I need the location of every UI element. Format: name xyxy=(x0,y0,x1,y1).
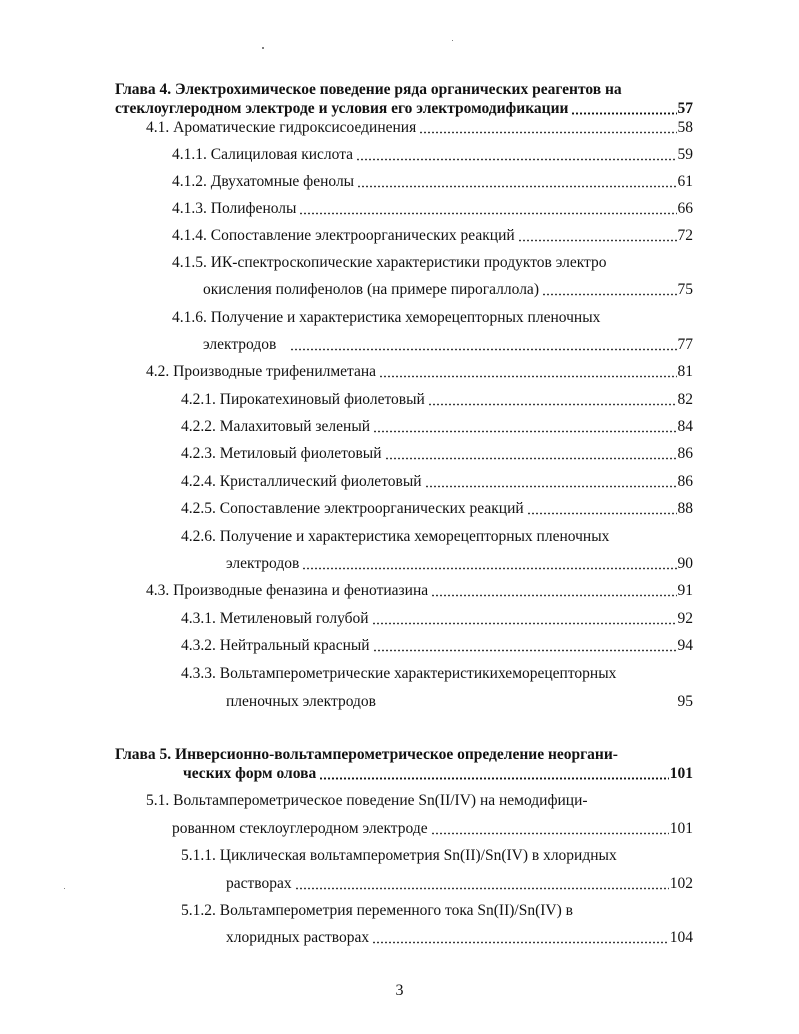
toc-section-4-1-5[interactable] xyxy=(203,276,693,300)
dot-leader xyxy=(379,375,676,378)
toc-section-4-2-3[interactable] xyxy=(181,440,693,464)
toc-entry-title: 4.2.3. Метиловый фиолетовый xyxy=(181,445,382,462)
dot-leader xyxy=(373,430,676,433)
dot-leader xyxy=(431,594,676,597)
toc-page-number: 86 xyxy=(677,445,693,462)
dot-leader xyxy=(385,457,677,460)
toc-entry-title: 4.1. Ароматические гидроксисоединения xyxy=(146,119,417,136)
toc-section-4-1[interactable] xyxy=(146,114,693,138)
toc-section-4-1-6-line1 xyxy=(172,304,693,328)
toc-entry-title: 4.3.3. Вольтамперометрические характеристикихеморецепторных xyxy=(181,665,617,682)
toc-entry-title: электродов xyxy=(203,336,277,353)
toc-section-4-2-4[interactable] xyxy=(181,468,693,492)
toc-page-number: 75 xyxy=(677,281,693,298)
dot-leader xyxy=(372,941,669,944)
toc-page-number: 77 xyxy=(677,336,693,353)
toc-entry-title: 4.1.1. Салициловая кислота xyxy=(172,146,354,163)
dot-leader xyxy=(295,887,669,890)
toc-entry-title: 4.1.2. Двухатомные фенолы xyxy=(172,173,355,190)
dot-leader xyxy=(357,185,676,188)
toc-section-5-1-1-line1 xyxy=(181,842,693,866)
toc-page-number: 92 xyxy=(677,610,693,627)
toc-page-number: 59 xyxy=(677,146,693,163)
dot-leader xyxy=(373,649,677,652)
toc-section-5-1-line1 xyxy=(146,787,693,811)
toc-entry-title: 4.1.5. ИК-спектроскопические характеристики продуктов электро xyxy=(172,254,607,271)
toc-entry-title: стеклоуглеродном электроде и условия его электромодификации xyxy=(115,100,569,117)
toc-entry-title: ческих форм олова xyxy=(183,765,317,782)
toc-page-number: 102 xyxy=(669,875,693,892)
toc-section-4-2-6-line1 xyxy=(181,523,693,547)
dot-leader xyxy=(419,131,676,134)
toc-entry-title: 4.2. Производные трифенилметана xyxy=(146,363,377,380)
page-number: 3 xyxy=(395,982,404,999)
toc-section-4-2[interactable] xyxy=(146,358,693,382)
toc-section-4-1-5-line1 xyxy=(172,249,693,273)
toc-section-5-1-1[interactable] xyxy=(226,870,693,894)
toc-page-number: 101 xyxy=(669,765,693,782)
dot-leader xyxy=(431,832,669,835)
toc-section-4-2-2[interactable] xyxy=(181,413,693,437)
toc-entry-title: окисления полифенолов (на примере пирогаллола) xyxy=(203,281,539,298)
toc-section-5-1-2[interactable] xyxy=(226,924,693,948)
toc-entry-title: 4.2.4. Кристаллический фиолетовый xyxy=(181,473,422,490)
toc-entry-title: Глава 5. Инверсионно-вольтамперометрическое определение неоргани- xyxy=(115,746,618,763)
dot-leader xyxy=(542,293,677,296)
toc-entry-title: 4.1.6. Получение и характеристика хеморецепторных пленочных xyxy=(172,309,601,326)
scan-speck xyxy=(262,47,264,49)
dot-leader xyxy=(302,567,676,570)
scan-speck xyxy=(452,40,453,41)
toc-page-number: 101 xyxy=(669,820,693,837)
toc-entry-title: 4.1.3. Полифенолы xyxy=(172,200,297,217)
scan-speck xyxy=(64,888,65,889)
toc-entry-title: 5.1.2. Вольтамперометрия переменного тока Sn(II)/Sn(IV) в xyxy=(181,902,573,919)
toc-section-4-3-3[interactable] xyxy=(226,688,693,712)
toc-entry-title: 4.3. Производные феназина и фенотиазина xyxy=(146,582,429,599)
dot-leader xyxy=(299,212,676,215)
toc-section-4-2-6[interactable] xyxy=(226,550,693,574)
toc-section-4-2-5[interactable] xyxy=(181,495,693,519)
dot-leader xyxy=(518,239,677,242)
toc-section-5-1-2-line1 xyxy=(181,897,693,921)
toc-section-4-1-4[interactable] xyxy=(172,222,693,246)
dot-leader xyxy=(428,403,677,406)
dot-leader xyxy=(527,512,677,515)
toc-page-number: 94 xyxy=(677,637,693,654)
toc-page-number: 104 xyxy=(669,929,693,946)
toc-page-number: 82 xyxy=(677,391,693,408)
toc-page-number: 72 xyxy=(677,227,693,244)
toc-section-4-3-2[interactable] xyxy=(181,632,693,656)
toc-section-4-1-3[interactable] xyxy=(172,195,693,219)
toc-page-number: 88 xyxy=(677,500,693,517)
toc-section-5-1[interactable] xyxy=(172,815,693,839)
toc-entry-title: пленочных электродов xyxy=(226,693,376,710)
toc-page-number: 91 xyxy=(677,582,693,599)
toc-page-number: 95 xyxy=(677,693,693,710)
toc-page-number: 81 xyxy=(677,363,693,380)
toc-entry-title: Глава 4. Электрохимическое поведение ряда органических реагентов на xyxy=(115,81,622,98)
toc-entry-title: электродов xyxy=(226,555,300,572)
toc-page-number: 66 xyxy=(677,200,693,217)
toc-entry-title: 4.3.2. Нейтральный красный xyxy=(181,637,370,654)
toc-entry-title: 4.2.6. Получение и характеристика хеморецепторных пленочных xyxy=(181,528,610,545)
toc-page-number: 61 xyxy=(677,173,693,190)
toc-entry-title: рованном стеклоуглеродном электроде xyxy=(172,820,428,837)
toc-page-number: 90 xyxy=(677,555,693,572)
toc-entry-title: хлоридных растворах xyxy=(226,929,370,946)
toc-entry-title: 4.2.1. Пирокатехиновый фиолетовый xyxy=(181,391,425,408)
toc-section-4-2-1[interactable] xyxy=(181,386,693,410)
dot-leader xyxy=(425,485,677,488)
toc-entry-title: 4.2.5. Сопоставление электроорганических реакций xyxy=(181,500,524,517)
dot-leader xyxy=(290,348,676,351)
toc-entry-title: 5.1. Вольтамперометрическое поведение Sn(II/IV) на немодифици- xyxy=(146,792,588,809)
toc-section-4-3-3-line1 xyxy=(181,660,693,684)
dot-leader xyxy=(372,622,677,625)
toc-entry-title: растворах xyxy=(226,875,292,892)
toc-section-4-1-2[interactable] xyxy=(172,168,693,192)
toc-section-4-1-6[interactable] xyxy=(203,331,693,355)
toc-section-4-3-1[interactable] xyxy=(181,605,693,629)
dot-leader xyxy=(319,777,669,780)
toc-entry-title: 4.2.2. Малахитовый зеленый xyxy=(181,418,371,435)
toc-section-4-3[interactable] xyxy=(146,577,693,601)
toc-entry-title: 4.1.4. Сопоставление электроорганических реакций xyxy=(172,227,515,244)
toc-section-4-1-1[interactable] xyxy=(172,141,693,165)
toc-chapter-5[interactable] xyxy=(183,760,693,784)
toc-page-number: 58 xyxy=(677,119,693,136)
dot-leader xyxy=(356,158,676,161)
toc-page-number: 86 xyxy=(677,473,693,490)
toc-entry-title: 5.1.1. Циклическая вольтамперометрия Sn(II)/Sn(IV) в хлоридных xyxy=(181,847,617,864)
toc-page-number: 84 xyxy=(677,418,693,435)
toc-entry-title: 4.3.1. Метиленовый голубой xyxy=(181,610,369,627)
toc-page-number: 57 xyxy=(677,100,693,117)
